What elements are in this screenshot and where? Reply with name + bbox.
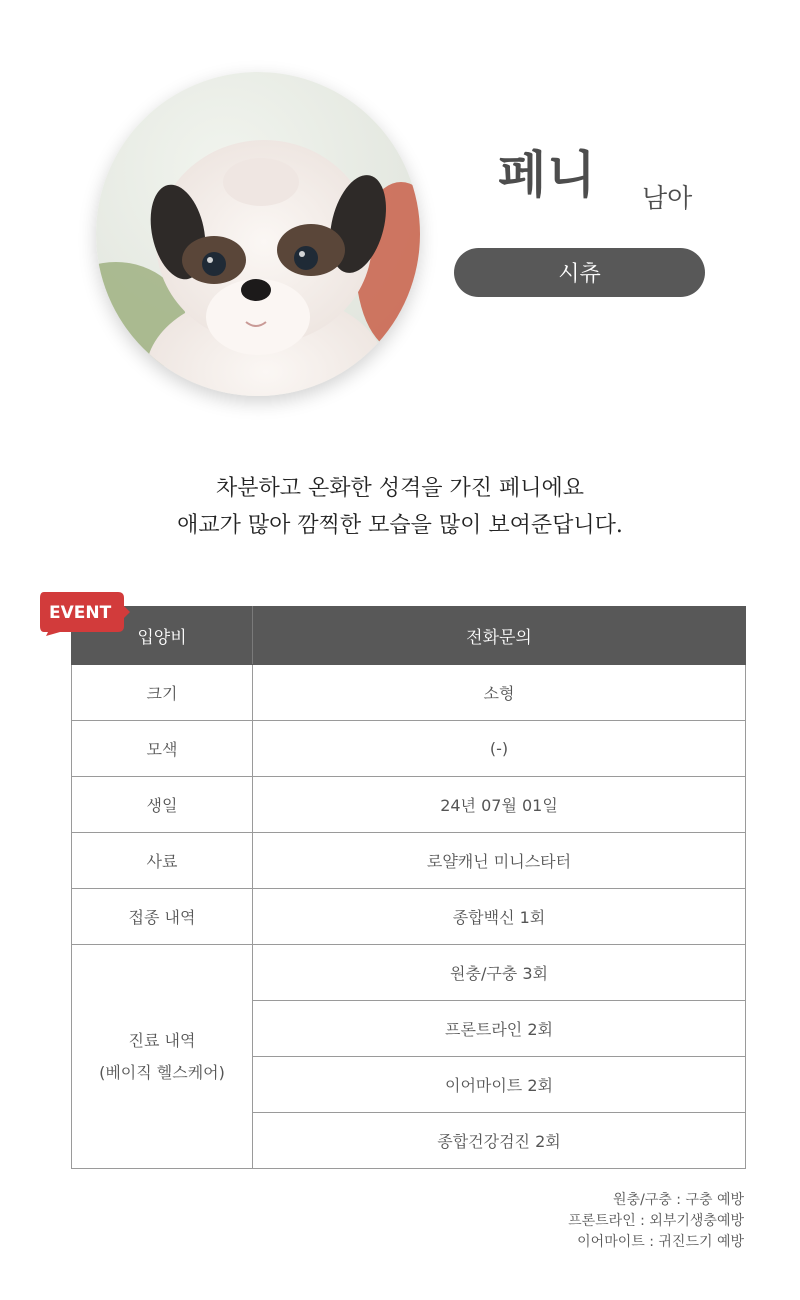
event-label: EVENT xyxy=(49,603,112,623)
table-header-row xyxy=(72,607,746,665)
row-value: 소형 xyxy=(253,665,746,721)
adoption-fee-value: 전화문의 xyxy=(253,607,746,665)
row-label: 모색 xyxy=(72,721,253,777)
pet-info-table xyxy=(71,606,746,1169)
table-row xyxy=(72,721,746,777)
table-row xyxy=(72,889,746,945)
row-value: (-) xyxy=(253,721,746,777)
table-row xyxy=(72,777,746,833)
pet-name: 페니 xyxy=(498,146,597,204)
row-label: 크기 xyxy=(72,665,253,721)
table-row xyxy=(72,833,746,889)
care-item: 원충/구충 3회 xyxy=(253,945,746,1001)
breed-badge xyxy=(454,248,705,297)
table-row xyxy=(72,945,746,1001)
pet-gender: 남아 xyxy=(642,184,693,214)
row-label: 접종 내역 xyxy=(72,889,253,945)
breed-label: 시츄 xyxy=(558,262,601,287)
footnotes xyxy=(568,1190,744,1253)
table-row xyxy=(72,665,746,721)
care-history-label-line-1: 진료 내역 xyxy=(128,1030,196,1050)
footnote-line: 이어마이트 : 귀진드기 예방 xyxy=(577,1234,744,1250)
row-label: 사료 xyxy=(72,833,253,889)
care-history-label-line-2: (베이직 헬스케어) xyxy=(99,1062,225,1082)
description-line-2: 애교가 많아 깜찍한 모습을 많이 보여준답니다. xyxy=(177,513,623,538)
event-badge xyxy=(40,592,132,636)
footnote-line: 원충/구충 : 구충 예방 xyxy=(613,1192,744,1208)
adoption-fee-label: 입양비 xyxy=(72,607,253,665)
footnote-line: 프론트라인 : 외부기생충예방 xyxy=(568,1213,744,1229)
care-item: 종합건강검진 2회 xyxy=(253,1113,746,1169)
pet-photo xyxy=(96,72,420,396)
pet-description xyxy=(0,470,800,544)
care-item: 이어마이트 2회 xyxy=(253,1057,746,1113)
row-value: 로얄캐닌 미니스타터 xyxy=(253,833,746,889)
row-value: 종합백신 1회 xyxy=(253,889,746,945)
care-item: 프론트라인 2회 xyxy=(253,1001,746,1057)
description-line-1: 차분하고 온화한 성격을 가진 페니에요 xyxy=(215,476,584,501)
care-history-label xyxy=(72,945,253,1169)
row-value: 24년 07월 01일 xyxy=(253,777,746,833)
row-label: 생일 xyxy=(72,777,253,833)
